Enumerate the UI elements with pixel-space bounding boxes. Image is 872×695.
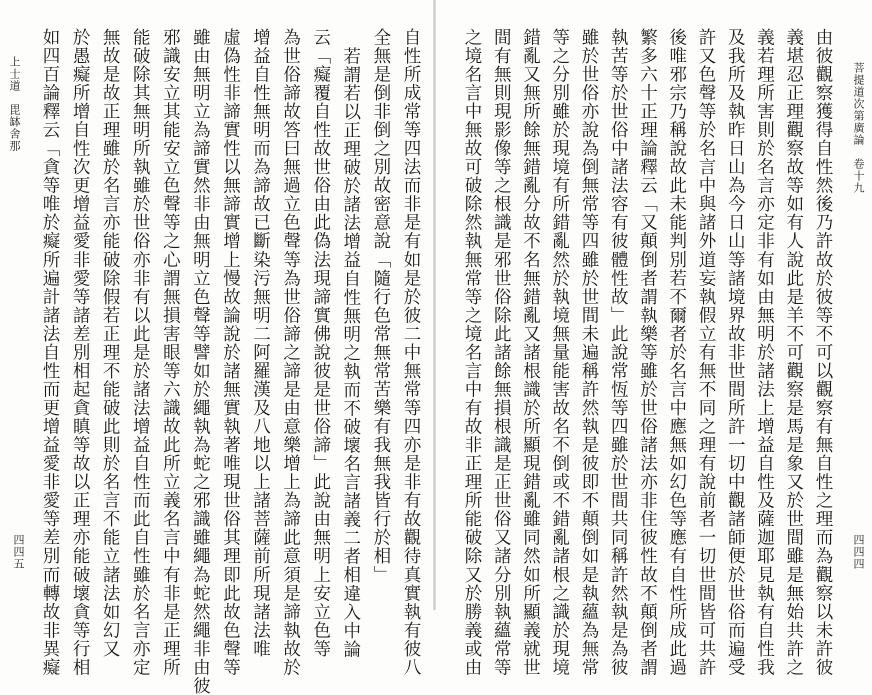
text-column: 若謂若以正理破於諸法增益自性無明之執而不破壞名言諸義二者相違入中論	[340, 47, 361, 659]
text-column: 由彼觀察獲得自性然後乃許故於彼等不可以觀察有無自性之理而為觀察以未許彼	[813, 28, 833, 677]
text-column: 義若理所害則於名言亦定非有如由無明於諸法上增益自性及薩迦耶見執有自性我	[754, 28, 775, 677]
right-page	[436, 0, 872, 677]
left-body-text	[40, 28, 421, 695]
right-page-number: 四四四	[852, 534, 865, 570]
text-column: 雖由無明立為諦實然非由無明立色聲等譬如於繩執為蛇之邪識雖繩為蛇然繩非由彼	[190, 28, 211, 695]
text-column: 於愚癡所增自性次更增益愛非愛等諸差別相起貪瞋等故以正理亦能破壞貪等行相	[70, 28, 91, 677]
text-column: 執苦等於世俗中諸法容有彼體性故」此說常恆等四雖於世間共同稱許然執是為彼	[608, 28, 629, 677]
left-page	[0, 0, 433, 695]
text-column: 許又色聲等於名言中與諸外道妄執假立有無不同之理有說前者一切世間皆可共許	[696, 28, 716, 677]
text-column: 增益自性無明而為諦故已斷染污無明二阿羅漢及八地以上諸菩薩前所現諸法唯	[250, 28, 271, 659]
text-column: 及我所及執昨日山為今日山等諸境界故非世間所許一切中觀諸師便於世俗而遍受	[725, 28, 746, 677]
text-column: 自性所成常等四法而非是有如是於彼二中無常等四亦是非有故觀待真實執有彼八	[400, 28, 421, 677]
text-column: 繁多六十正理論釋云「又顛倒者謂執樂等雖於世俗諸法亦非住彼性故不顛倒者謂	[637, 28, 658, 677]
text-column: 云「癡覆自性故世俗由此偽法現諦實佛說彼是世俗諦」此說由無明上安立色等	[310, 28, 331, 659]
text-column: 義堪忍正理觀察故等如有人說此是羊不可觀察是馬是象又於世間雖是無始共許之	[783, 28, 804, 677]
text-column: 之境名言中無故可破除然執無常等之境名言中有故非正理所能破除又於勝義或由	[462, 28, 482, 677]
right-body-text	[462, 28, 833, 677]
text-column: 如四百論釋云「貪等唯於癡所遍計諸法自性而更增益愛非愛等差別而轉故非異癡	[40, 28, 60, 677]
text-column: 雖於世俗亦說為倒無常等四雖於世間未遍稱許然執是彼即不顛倒如是執蘊為無常	[579, 28, 599, 677]
left-page-number: 四四五	[12, 534, 25, 570]
text-column: 虛偽性非諦實性以無諦實增上慢故論說於諸無實執著唯現世俗其理即此故色聲等	[220, 28, 241, 677]
text-column: 錯亂又無所餘無錯亂分故不名無錯亂又諸根識於所顯現錯亂雖同然如所顯義就世	[520, 28, 541, 677]
right-header-title: 菩提道次第廣論 卷十九	[852, 62, 865, 194]
text-column: 間有無則現影像等之根識是邪世俗除此諸餘無損根識是正世俗又諸分別執蘊常等	[491, 28, 512, 677]
left-footer-title: 上士道 毘缽舍那	[8, 56, 21, 152]
text-column: 能破除其無明所執雖於世俗亦非有以此是於諸法增益自性而此自性雖於名言亦定	[130, 28, 151, 677]
text-column: 後唯邪宗乃稱說故此未能判別若不爾者於名言中應無如幻色等應有自性所成此過	[666, 28, 687, 677]
text-column: 等之分別雖於現境有所錯亂然於執境無量能害故名不倒或不錯亂諸根之識於現境	[549, 28, 570, 677]
text-column: 全無是倒非倒之別故密意說「隨行色常無常苦樂有我無我皆行於相」	[370, 28, 391, 584]
text-column: 無故是故正理雖於名言亦能破除假若正理不能破此則於名言不能立諸法如幻又	[100, 28, 121, 659]
text-column: 邪識安立其能安立色聲等之心謂無損害眼等六識故此所立義名言中有非是正理所	[160, 28, 181, 677]
text-column: 為世俗諦故答曰無過立色聲等為世俗諦之諦是由意樂增上為諦此意須是諦執故於	[280, 28, 301, 677]
